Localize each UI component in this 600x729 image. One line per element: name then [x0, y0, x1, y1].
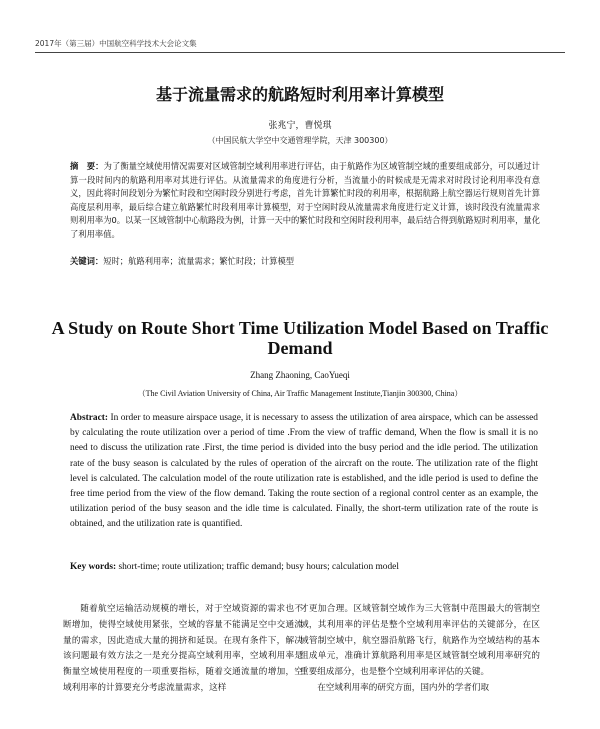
english-abstract-label: Abstract: [70, 413, 109, 423]
english-keywords-text: short-time; route utilization; traffic demand; busy hours; calculation model [118, 562, 399, 572]
english-abstract-text: In order to measure airspace usage, it is necessary to assess the utilization of area airspace, which can be assessed by calculating the route utilization over a period of time .From the view of traffic demand, When the flow is small it is no need to discuss the utilization rate .First, the time period is divided into the busy period and the idle period. The utilization rate of the busy season is calculated by the rules of operation of the aircraft on the route. The utilization rate of the flight level is calculated. The calculation model of the route utilization rate is established, and the idle period is used to define the free time period from the view of the flow demand. Taking the route section of a regional control center as an example, the utilization period of the busy season and the idle time is calculated. Finally, the short-term utilization rate of the route is obtained, and the utilization rate is quantified. [70, 413, 538, 530]
chinese-affiliation: （中国民航大学空中交通管理学院，天津 300300） [207, 136, 393, 145]
english-affiliation: （The Civil Aviation University of China, Air Traffic Management Institute,Tianjin 300300, China） [137, 389, 463, 398]
chinese-abstract-label: 摘 要： [70, 161, 104, 171]
english-abstract [70, 411, 538, 533]
running-header: 2017年（第三届）中国航空科学技术大会论文集 [35, 39, 197, 48]
english-authors: Zhang Zhaoning, CaoYueqi [250, 370, 350, 380]
chinese-abstract [70, 160, 540, 242]
body-right-column [300, 602, 540, 697]
body-right-paragraph-1: 才更加合理。区域管制空域作为三大管制中范围最大的管制空域，其利用率的评估是整个空域利用率评估的关键部分，在区域管制空域中，航空器沿航路飞行，航路作为空域结构的基本组成单元，准确计算航路利用率是区域管制空域利用率研究的重要组成部分，也是整个空域利用率评估的关键。 [300, 604, 540, 678]
chinese-abstract-text: 为了衡量空域使用情况需要对区域管制空域利用率进行评估，由于航路作为区域管制空域的重要组成部分，可以通过计算一段时间内的航路利用率对其进行评估。从流量需求的角度进行分析，当流量小的时候成是无需求对时段讨论利用率没有意义，因此将时间段划分为繁忙时段和空闲时段分别进行考虑，首先计算繁忙时段的利用率，根据航路上航空器运行规则首先计算高度层利用率，最后综合建立航路繁忙时段利用率计算模型，对于空闲时段从流量需求角度进行定义计算，该时段没有流量需求则利用率为0。以某一区域管制中心航路段为例，计算一天中的繁忙时段和空闲时段利用率，最后结合得到航路短时利用率，量化了利用率值。 [70, 161, 540, 239]
chinese-keywords-text: 短时；航路利用率；流量需求；繁忙时段；计算模型 [103, 256, 295, 266]
chinese-authors: 张兆宁，曹悦琪 [268, 121, 332, 131]
body-left-column: 随着航空运输活动规模的增长，对于空域资源的需求也不断增加，使得空域使用紧张，空域的容量不能满足空中交通流量的需求，因此造成大量的拥挤和延误。在现有条件下，解决该问题最有效方法之一是充分提高空域利用率，空域利用率是衡量空域使用程度的一项重要指标，随着交通流量的增加，空域利用率的计算要充分考虑流量需求，这样 [63, 604, 303, 693]
english-keywords [70, 562, 538, 572]
chinese-title: 基于流量需求的航路短时利用率计算模型 [155, 85, 444, 104]
chinese-keywords [70, 255, 540, 267]
header-rule [35, 52, 565, 53]
body-right-paragraph-2: 在空域利用率的研究方面，国内外的学者们取 [317, 682, 490, 693]
chinese-keywords-label: 关键词： [70, 256, 104, 266]
english-keywords-label: Key words: [70, 562, 117, 572]
english-title: A Study on Route Short Time Utilization Model Based on Traffic Demand [51, 318, 549, 358]
